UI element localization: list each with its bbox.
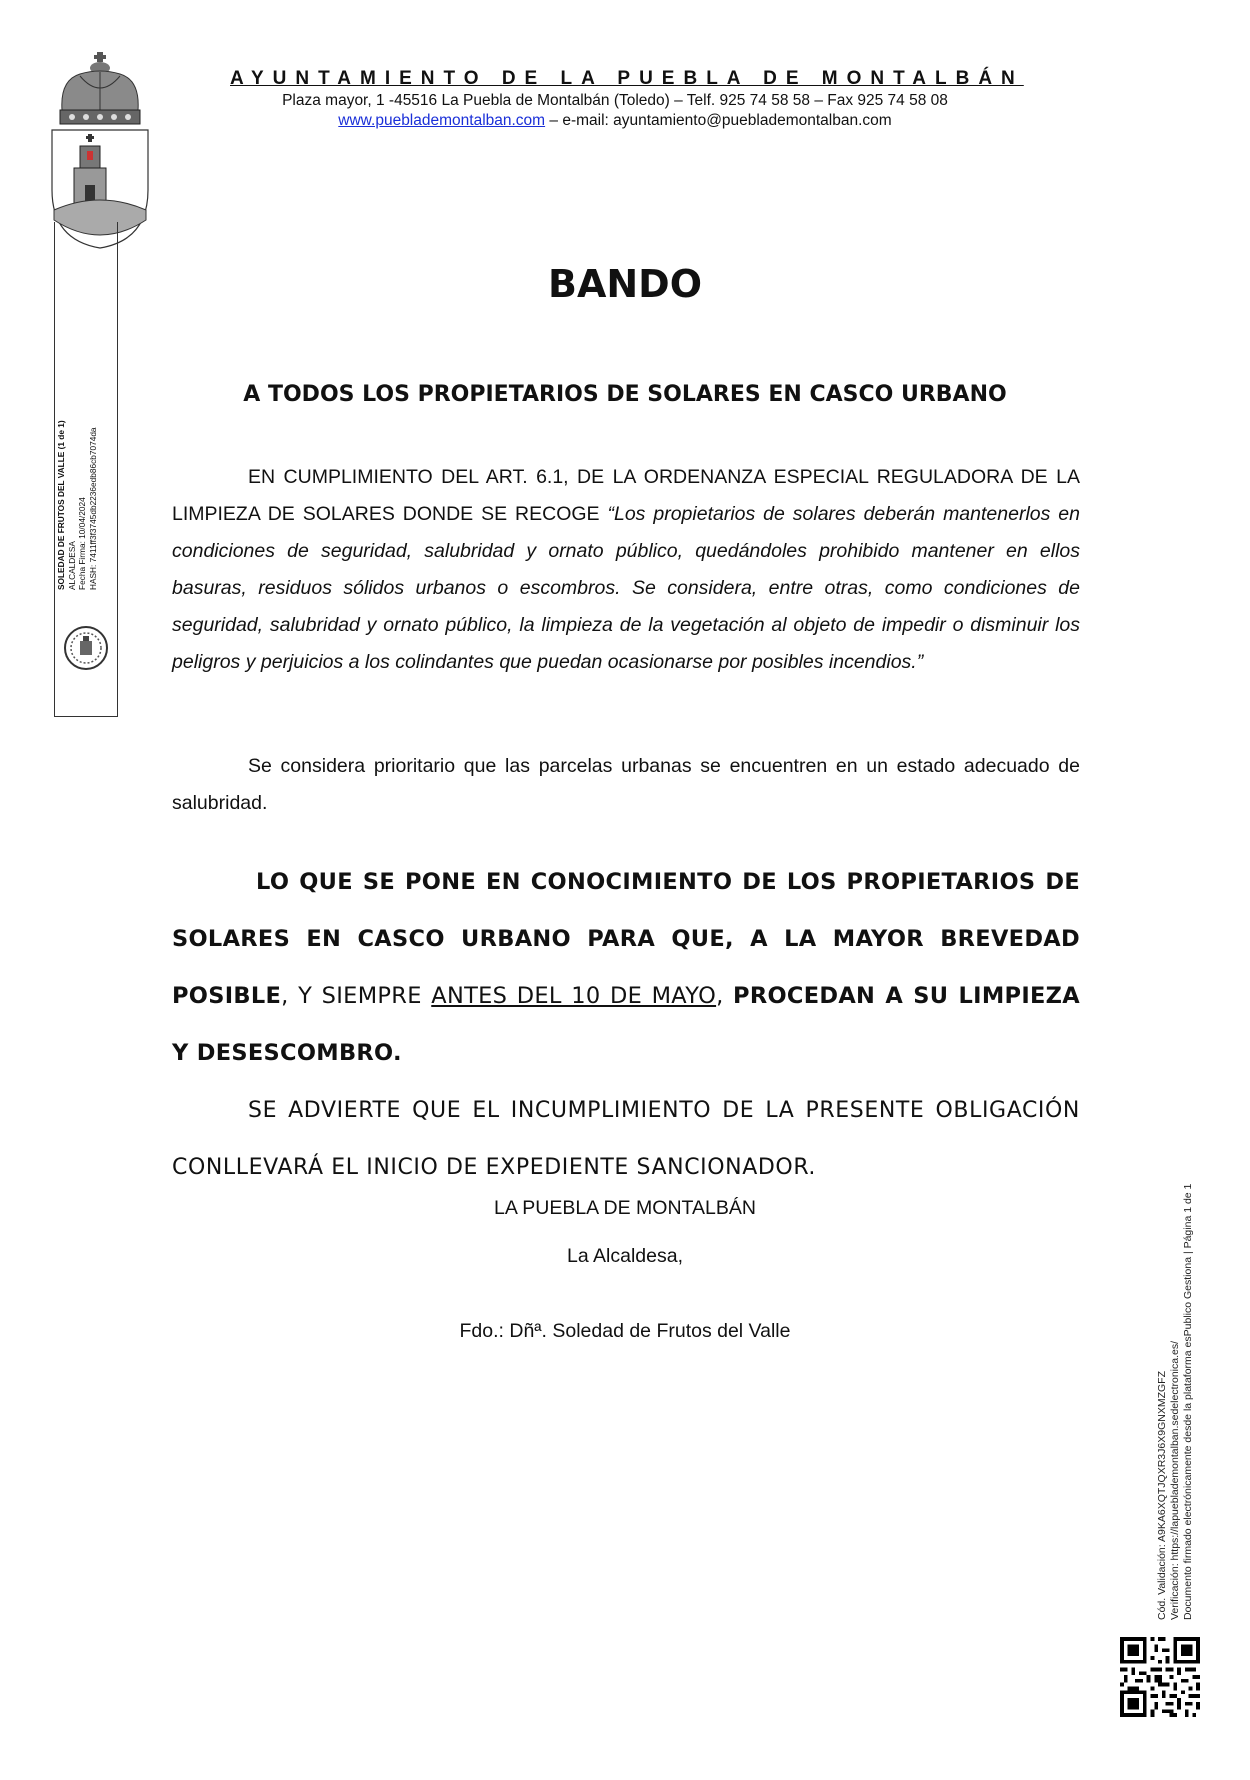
warning-paragraph: SE ADVIERTE QUE EL INCUMPLIMIENTO DE LA PRESENTE OBLIGACIÓN CONLLEVARÁ EL INICIO DE EXPEDIENTE SANCIONADOR. — [172, 1098, 1080, 1180]
notice-paragraph — [172, 854, 1080, 1082]
organization-contact — [230, 112, 1000, 130]
coat-of-arms-icon — [50, 50, 150, 250]
ordinance-paragraph — [172, 459, 1080, 681]
signature-date: Fecha Firma: 10/04/2024 — [77, 497, 87, 590]
organization-name: AYUNTAMIENTO DE LA PUEBLA DE MONTALBÁN — [230, 68, 1024, 89]
notice-bold-lead: LO QUE SE PONE EN CONOCIMIENTO DE LOS PROPIETARIOS DE SOLARES EN CASCO URBANO PARA QUE, A LA MAYOR BREVEDAD POSIBLE — [172, 869, 1080, 1009]
validation-info — [1156, 1100, 1200, 1620]
organization-address: Plaza mayor, 1 -45516 La Puebla de Montalbán (Toledo) – Telf. 925 74 58 58 – Fax 925 74 58 08 — [282, 92, 948, 109]
platform-info: Documento firmado electrónicamente desde la plataforma esPublico Gestiona | Página 1 de 1 — [1182, 1183, 1194, 1620]
ordinance-quote: “Los propietarios de solares deberán mantenerlos en condiciones de seguridad, salubridad y ornato público, quedándoles prohibido mantener en ellos basuras, residuos sólidos urbanos o escombros. Se considera, entre otras, como condiciones de seguridad, salubridad y ornato público, la limpieza de la vegetación al objeto de impedir o disminuir los peligros y perjuicios a los colindantes que puedan ocasionarse por posibles incendios.” — [172, 503, 1080, 673]
verification-url: Verificación: https://lapueblademontalban.sedelectronica.es/ — [1169, 1340, 1181, 1620]
signer-role: ALCALDESA — [66, 541, 77, 590]
seal-icon — [63, 625, 109, 671]
signature-line: Fdo.: Dñª. Soledad de Frutos del Valle — [459, 1320, 791, 1342]
website-link[interactable]: www.pueblademontalban.com — [338, 112, 546, 129]
validation-code: Cód. Validación: A9KA6XQTJQXR3J6X9GNXMZGFZ — [1156, 1371, 1168, 1620]
signer-name: SOLEDAD DE FRUTOS DEL VALLE (1 de 1) — [56, 420, 66, 590]
place-line: LA PUEBLA DE MONTALBÁN — [494, 1197, 756, 1219]
signature-info — [56, 370, 116, 590]
document-subtitle: A TODOS LOS PROPIETARIOS DE SOLARES EN CASCO URBANO — [243, 382, 1007, 407]
signature-hash: HASH: 7411ff3f3745db2236edb86cb7074da — [87, 427, 98, 590]
qr-code-icon — [1120, 1637, 1200, 1717]
notice-deadline: ANTES DEL 10 DE MAYO — [431, 983, 717, 1009]
ordinance-lead: EN CUMPLIMIENTO DEL ART. 6.1, DE LA ORDENANZA ESPECIAL REGULADORA DE LA LIMPIEZA DE SOLARES DONDE SE RECOGE — [172, 466, 1080, 525]
notice-middle: , Y SIEMPRE — [281, 983, 432, 1009]
notice-comma: , — [716, 983, 734, 1009]
notice-bold-action: PROCEDAN A SU LIMPIEZA Y DESESCOMBRO. — [172, 983, 1081, 1066]
email-text: – e-mail: ayuntamiento@pueblademontalban.com — [545, 112, 892, 129]
document-title: BANDO — [547, 262, 703, 306]
signer-role-line: La Alcaldesa, — [566, 1245, 683, 1267]
priority-paragraph: Se considera prioritario que las parcelas urbanas se encuentren en un estado adecuado de salubridad. — [172, 755, 1080, 814]
